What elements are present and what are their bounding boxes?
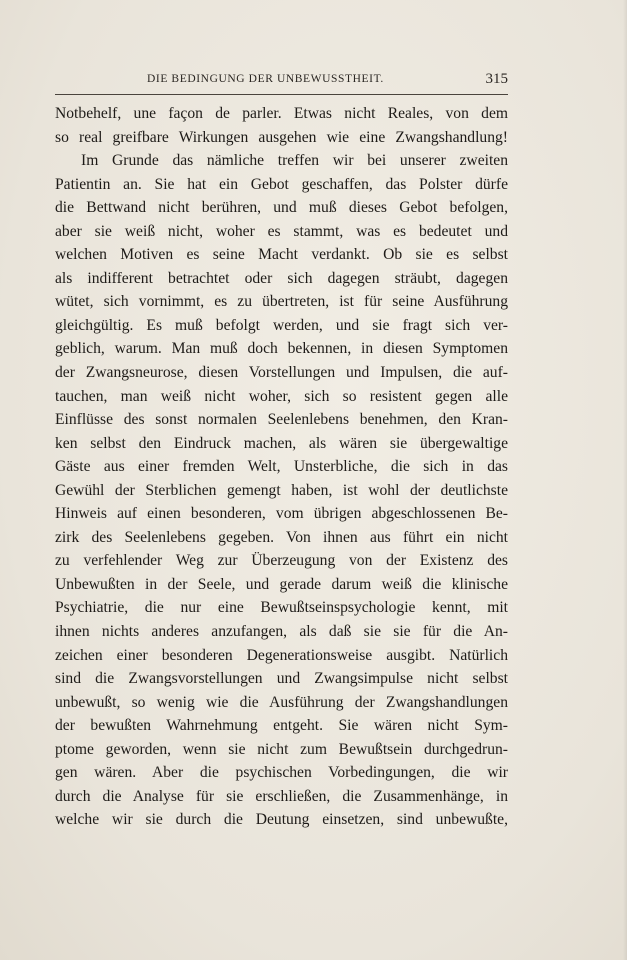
text-line: zu verfehlender Weg zur Überzeugung von der Existenz des [55,552,508,570]
text-line: zeichen einer besonderen Degenerationsweise ausgibt. Natürlich [55,646,508,664]
page-edge-shadow [623,0,627,960]
text-line: der Zwangsneurose, diesen Vorstellungen und Impulsen, die auf- [55,364,508,382]
text-line: zirk des Seelenlebens gegeben. Von ihnen aus führt ein nicht [55,528,508,546]
text-line: so real greifbare Wirkungen ausgehen wie eine Zwangshandlung! [55,128,508,146]
text-line: Unbewußten in der Seele, und gerade darum weiß die klinische [55,575,508,593]
text-line: welchen Motiven es seine Macht verdankt. Ob sie es selbst [55,246,508,264]
running-head [55,72,508,92]
text-line: ihnen nichts anderes anzufangen, als daß sie sie für die An- [55,623,508,641]
text-line: sind die Zwangsvorstellungen und Zwangsimpulse nicht selbst [55,670,508,688]
text-line: gleichgültig. Es muß befolgt werden, und sie fragt sich ver- [55,316,508,334]
text-line: ptome geworden, wenn sie nicht zum Bewußtsein durchgedrun- [55,740,508,758]
text-line: der bewußten Wahrnehmung entgeht. Sie wären nicht Sym- [55,717,508,735]
text-line: die Bettwand nicht berühren, und muß dieses Gebot befolgen, [55,199,508,217]
body-text [55,102,508,832]
text-line: als indifferent betrachtet oder sich dagegen sträubt, dagegen [55,269,508,287]
text-line: Patientin an. Sie hat ein Gebot geschaffen, das Polster dürfe [55,175,508,193]
text-line: durch die Analyse für sie erschließen, die Zusammenhänge, in [55,787,508,805]
text-line: gen wären. Aber die psychischen Vorbedingungen, die wir [55,764,508,782]
text-line: unbewußt, so wenig wie die Ausführung der Zwangshandlungen [55,693,508,711]
text-line: ken selbst den Eindruck machen, als wären sie übergewaltige [55,434,508,452]
page-number: 315 [485,71,508,87]
text-line: welche wir sie durch die Deutung einsetzen, sind unbewußte, [55,811,508,829]
text-line: wütet, sich vornimmt, es zu übertreten, ist für seine Ausführung [55,293,508,311]
text-line: Psychiatrie, die nur eine Bewußtseinspsychologie kennt, mit [55,599,508,617]
text-line: Notbehelf, une façon de parler. Etwas nicht Reales, von dem [55,105,508,122]
paragraph-first-line: Im Grunde das nämliche treffen wir bei unserer zweiten [81,152,508,170]
text-line: Gewühl der Sterblichen gemengt haben, ist wohl der deutlichste [55,481,508,499]
text-line: Einflüsse des sonst normalen Seelenlebens benehmen, den Kran- [55,411,508,429]
text-line: Hinweis auf einen besonderen, vom übrigen abgeschlossenen Be- [55,505,508,523]
text-line: tauchen, man weiß nicht woher, sich so resistent gegen alle [55,387,508,405]
text-line: Gäste aus einer fremden Welt, Unsterbliche, die sich in das [55,458,508,476]
text-line: aber sie weiß nicht, woher es stammt, was es bedeutet und [55,222,508,240]
header-rule [55,94,508,95]
running-head-title: DIE BEDINGUNG DER UNBEWUSSTHEIT. [147,73,384,85]
text-line: geblich, warum. Man muß doch bekennen, in diesen Symptomen [55,340,508,358]
